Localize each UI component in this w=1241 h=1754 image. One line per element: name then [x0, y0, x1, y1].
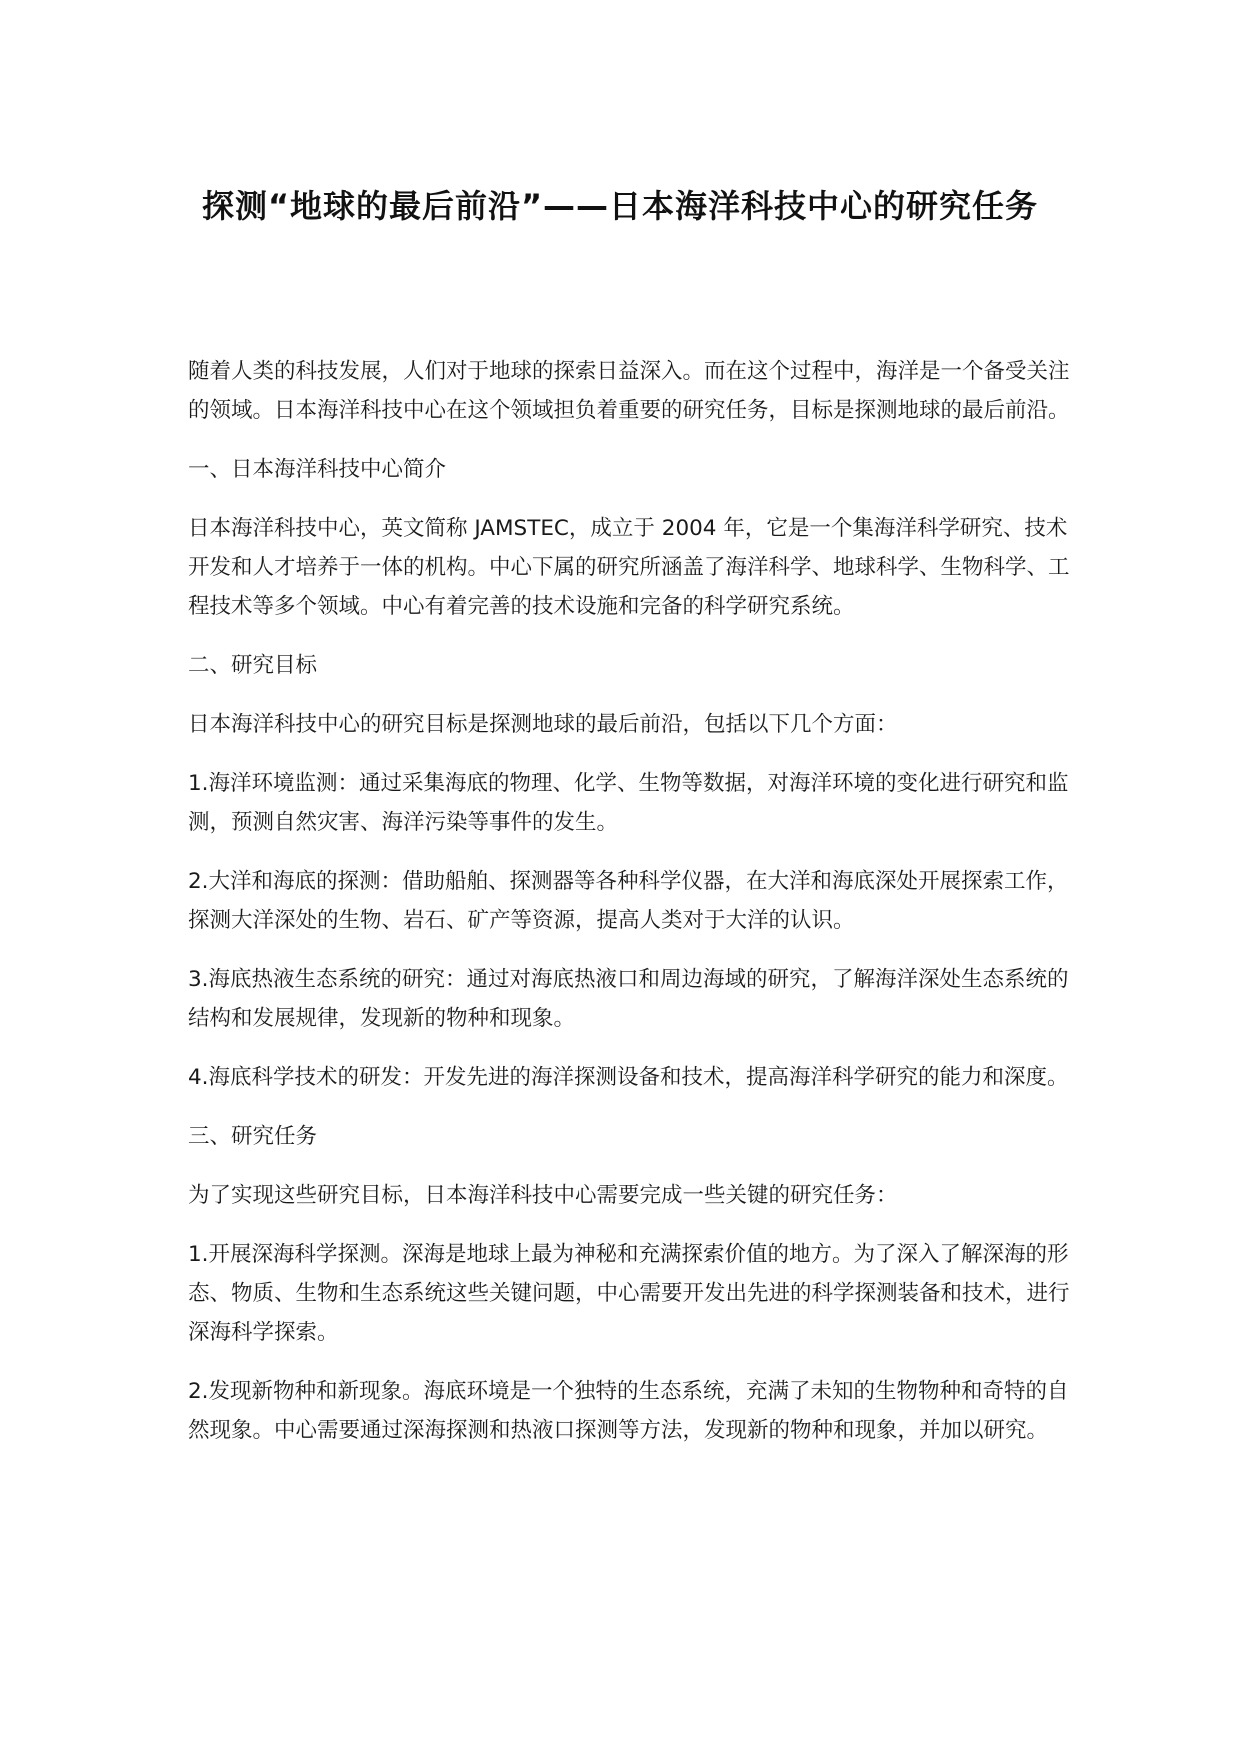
- list-item: 2.发现新物种和新现象。海底环境是一个独特的生态系统，充满了未知的生物物种和奇特的自然现象。中心需要通过深海探测和热液口探测等方法，发现新的物种和现象，并加以研究。: [188, 1379, 1069, 1443]
- paragraph: 为了实现这些研究目标，日本海洋科技中心需要完成一些关键的研究任务：: [188, 1183, 898, 1208]
- list-item: 4.海底科学技术的研发：开发先进的海洋探测设备和技术，提高海洋科学研究的能力和深度。: [188, 1065, 1069, 1090]
- document-body: [188, 352, 1088, 1470]
- paragraph: 日本海洋科技中心，英文简称 JAMSTEC，成立于 2004 年，它是一个集海洋科学研究、技术开发和人才培养于一体的机构。中心下属的研究所涵盖了海洋科学、地球科学、生物科学、工程技术等多个领域。中心有着完善的技术设施和完备的科学研究系统。: [188, 516, 1070, 619]
- paragraph: 日本海洋科技中心的研究目标是探测地球的最后前沿，包括以下几个方面：: [188, 712, 898, 737]
- list-item: 3.海底热液生态系统的研究：通过对海底热液口和周边海域的研究，了解海洋深处生态系统的结构和发展规律，发现新的物种和现象。: [188, 967, 1069, 1031]
- list-item: 1.海洋环境监测：通过采集海底的物理、化学、生物等数据，对海洋环境的变化进行研究和监测，预测自然灾害、海洋污染等事件的发生。: [188, 771, 1069, 835]
- section-heading: 二、研究目标: [188, 653, 318, 678]
- section-heading: 一、日本海洋科技中心简介: [188, 457, 447, 482]
- list-item: 1.开展深海科学探测。深海是地球上最为神秘和充满探索价值的地方。为了深入了解深海的形态、物质、生物和生态系统这些关键问题，中心需要开发出先进的科学探测装备和技术，进行深海科学探索。: [188, 1242, 1070, 1345]
- paragraph: 随着人类的科技发展，人们对于地球的探索日益深入。而在这个过程中，海洋是一个备受关注的领域。日本海洋科技中心在这个领域担负着重要的研究任务，目标是探测地球的最后前沿。: [188, 359, 1070, 423]
- document-title: 探测“地球的最后前沿”——日本海洋科技中心的研究任务: [201, 187, 1039, 225]
- section-heading: 三、研究任务: [188, 1124, 318, 1149]
- list-item: 2.大洋和海底的探测：借助船舶、探测器等各种科学仪器，在大洋和海底深处开展探索工作，探测大洋深处的生物、岩石、矿产等资源，提高人类对于大洋的认识。: [188, 869, 1069, 933]
